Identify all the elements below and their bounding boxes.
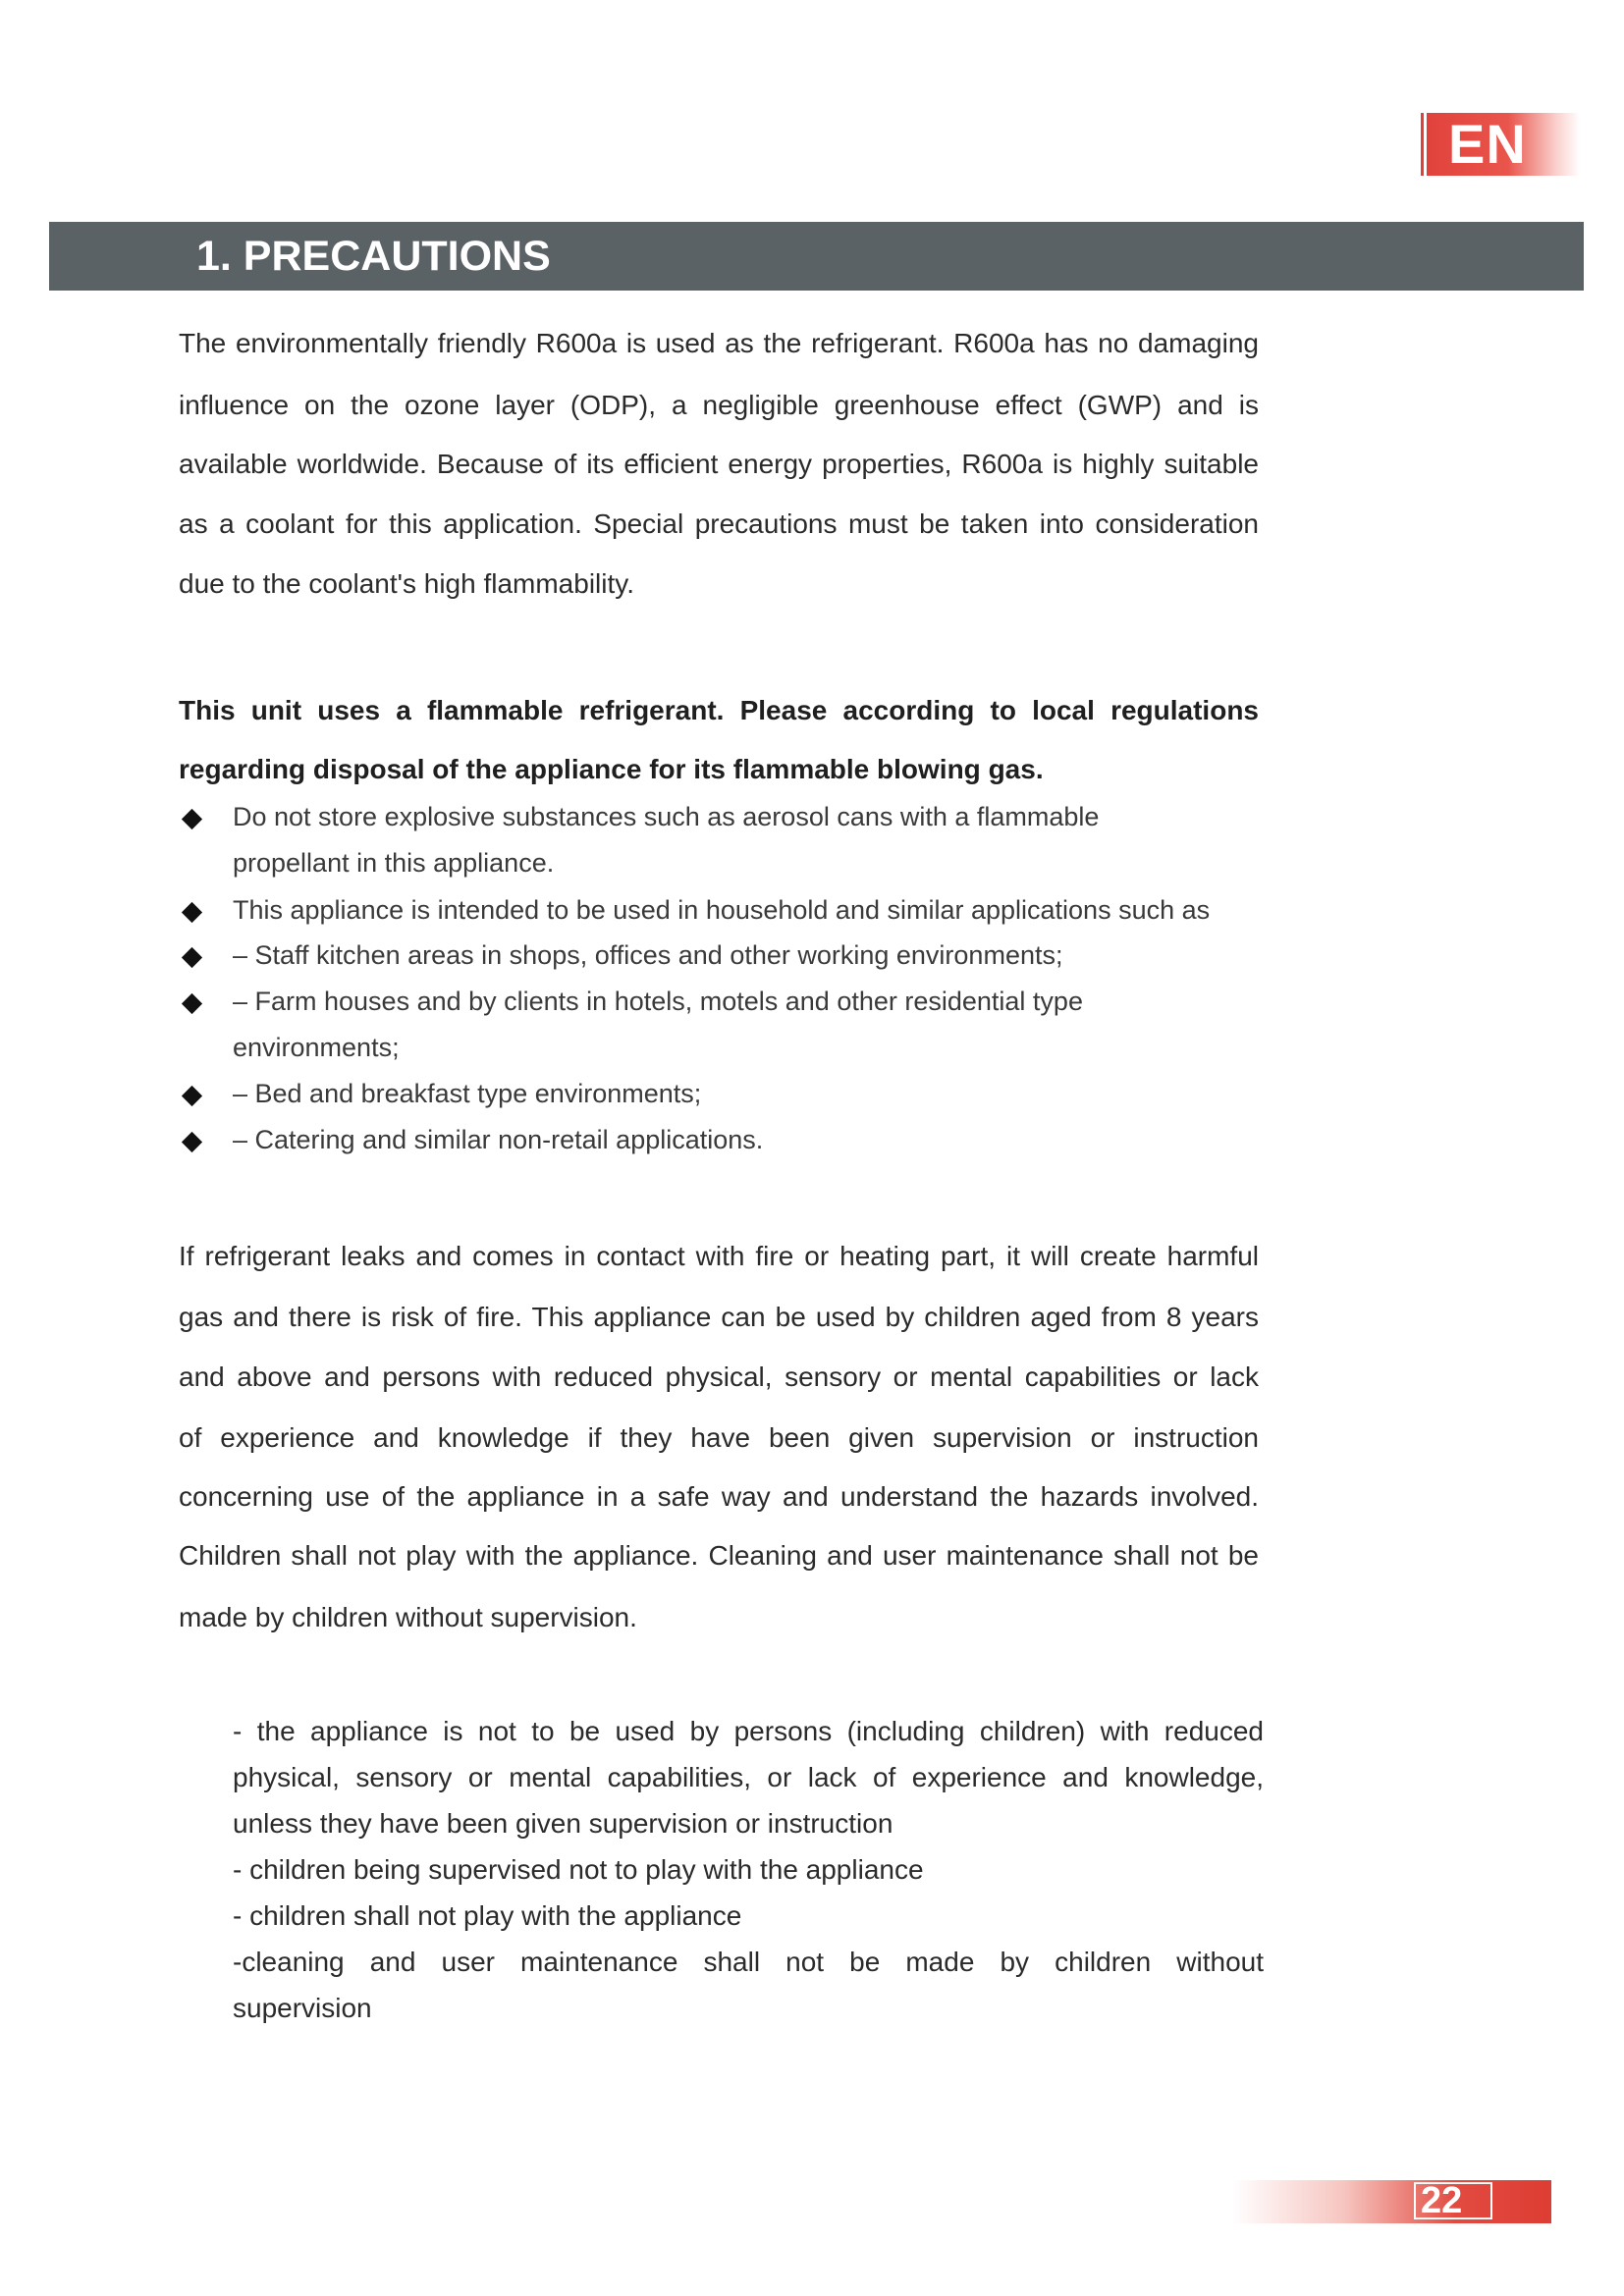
dash-list-line: - children shall not play with the appliance bbox=[233, 1900, 742, 1931]
dash-list-line: - children being supervised not to play with the appliance bbox=[233, 1854, 924, 1885]
dash-list-line: physical, sensory or mental capabilities, or lack of experience and knowledge, bbox=[233, 1762, 1264, 1792]
section-title: 1. PRECAUTIONS bbox=[196, 233, 551, 280]
list-item bbox=[179, 802, 1278, 841]
diamond-bullet-icon bbox=[182, 1086, 202, 1106]
language-badge bbox=[1421, 113, 1580, 176]
bullet-text: – Farm houses and by clients in hotels, motels and other residential type bbox=[233, 987, 1083, 1016]
list-item bbox=[179, 940, 1278, 980]
list-item bbox=[179, 987, 1278, 1026]
bullet-text: – Bed and breakfast type environments; bbox=[233, 1079, 702, 1108]
page-number: 22 bbox=[1421, 2180, 1463, 2221]
safety-line: If refrigerant leaks and comes in contact with fire or heating part, it will create harmful bbox=[179, 1241, 1259, 1271]
list-item-continuation bbox=[179, 848, 1278, 887]
bullet-text: – Staff kitchen areas in shops, offices and other working environments; bbox=[233, 940, 1063, 970]
intro-line: as a coolant for this application. Special precautions must be taken into consideration bbox=[179, 508, 1259, 539]
dash-list-line: - the appliance is not to be used by persons (including children) with reduced bbox=[233, 1716, 1264, 1746]
intro-line: due to the coolant's high flammability. bbox=[179, 568, 634, 599]
dash-list-line: unless they have been given supervision or instruction bbox=[233, 1808, 893, 1839]
safety-line: Children shall not play with the appliance. Cleaning and user maintenance shall not be bbox=[179, 1540, 1259, 1571]
bullet-text: This appliance is intended to be used in household and similar applications such as bbox=[233, 895, 1211, 925]
list-item bbox=[179, 895, 1278, 934]
warning-line: This unit uses a flammable refrigerant. Please according to local regulations bbox=[179, 695, 1259, 725]
diamond-bullet-icon bbox=[182, 902, 202, 923]
badge-accent-bar bbox=[1421, 113, 1429, 176]
warning-line: regarding disposal of the appliance for its flammable blowing gas. bbox=[179, 754, 1044, 784]
diamond-bullet-icon bbox=[182, 809, 202, 829]
safety-line: made by children without supervision. bbox=[179, 1602, 637, 1632]
language-label: EN bbox=[1448, 113, 1527, 175]
dash-list-line: supervision bbox=[233, 1993, 372, 2023]
bullet-text: Do not store explosive substances such as aerosol cans with a flammable bbox=[233, 802, 1100, 831]
section-heading-bar bbox=[49, 222, 1584, 291]
diamond-bullet-icon bbox=[182, 993, 202, 1014]
bullet-text: – Catering and similar non-retail applications. bbox=[233, 1125, 764, 1154]
diamond-bullet-icon bbox=[182, 947, 202, 968]
safety-line: of experience and knowledge if they have been given supervision or instruction bbox=[179, 1422, 1259, 1453]
dash-list-line: -cleaning and user maintenance shall not be made by children without bbox=[233, 1947, 1264, 1977]
list-item bbox=[179, 1125, 1278, 1164]
intro-line: The environmentally friendly R600a is used as the refrigerant. R600a has no damaging bbox=[179, 328, 1259, 358]
safety-line: gas and there is risk of fire. This appliance can be used by children aged from 8 years bbox=[179, 1302, 1259, 1332]
diamond-bullet-icon bbox=[182, 1132, 202, 1152]
safety-line: and above and persons with reduced physical, sensory or mental capabilities or lack bbox=[179, 1362, 1259, 1392]
list-item-continuation bbox=[179, 1033, 1278, 1072]
list-item bbox=[179, 1079, 1278, 1118]
bullet-text: propellant in this appliance. bbox=[233, 848, 555, 878]
page-number-badge bbox=[1232, 2180, 1551, 2223]
safety-line: concerning use of the appliance in a safe way and understand the hazards involved. bbox=[179, 1481, 1259, 1512]
intro-line: influence on the ozone layer (ODP), a negligible greenhouse effect (GWP) and is bbox=[179, 390, 1259, 420]
intro-line: available worldwide. Because of its efficient energy properties, R600a is highly suitable bbox=[179, 449, 1259, 479]
bullet-text: environments; bbox=[233, 1033, 400, 1062]
